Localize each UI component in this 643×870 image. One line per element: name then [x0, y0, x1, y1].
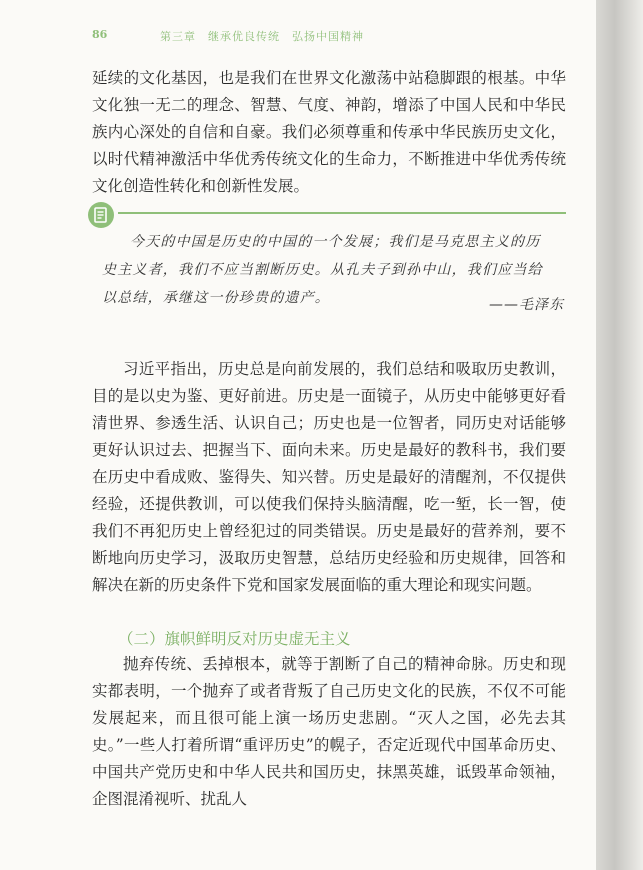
paragraph-1 — [92, 65, 566, 200]
quote-author: ——毛泽东 — [489, 297, 564, 313]
chapter-title: 第三章 继承优良传统 弘扬中国精神 — [160, 30, 364, 43]
quote-divider — [118, 212, 566, 214]
book-gutter — [596, 0, 643, 870]
paragraph-3 — [92, 651, 566, 813]
quote-body: 今天的中国是历史的中国的一个发展；我们是马克思主义的历史主义者，我们不应当割断历史。从孔夫子到孙中山，我们应当给以总结，承继这一份珍贵的遗产。 — [102, 234, 543, 306]
quote-text — [102, 228, 552, 312]
note-icon — [88, 202, 114, 228]
page-number: 86 — [92, 28, 108, 41]
paragraph-1-text: 延续的文化基因，也是我们在世界文化激荡中站稳脚跟的根基。中华文化独一无二的理念、智慧、气度、神韵，增添了中国人民和中华民族内心深处的自信和自豪。我们必须尊重和传承中华民族历史文化，以时代精神激活中华优秀传统文化的生命力，不断推进中华优秀传统文化创造性转化和创新性发展。 — [92, 69, 566, 195]
paragraph-2-text: 习近平指出，历史总是向前发展的，我们总结和吸取历史教训，目的是以史为鉴、更好前进。历史是一面镜子，从历史中能够更好看清世界、参透生活、认识自己；历史也是一位智者，同历史对话能够更好认识过去、把握当下、面向未来。历史是最好的教科书，我们要在历史中看成败、鉴得失、知兴替。历史是最好的清醒剂，不仅提供经验，还提供教训，可以使我们保持头脑清醒，吃一堑，长一智，使我们不再犯历史上曾经犯过的同类错误。历史是最好的营养剂，要不断地向历史学习，汲取历史智慧，总结历史经验和历史规律，回答和解决在新的历史条件下党和国家发展面临的重大理论和现实问题。 — [92, 360, 566, 594]
paragraph-2 — [92, 356, 566, 599]
section-heading: （二）旗帜鲜明反对历史虚无主义 — [118, 630, 351, 648]
paragraph-3-text: 抛弃传统、丢掉根本，就等于割断了自己的精神命脉。历史和现实都表明，一个抛弃了或者背叛了自己历史文化的民族，不仅不可能发展起来，而且很可能上演一场历史悲剧。“灭人之国，必先去其史。”一些人打着所谓“重评历史”的幌子，否定近现代中国革命历史、中国共产党历史和中华人民共和国历史，抹黑英雄，诋毁革命领袖，企图混淆视听、扰乱人 — [92, 655, 566, 808]
